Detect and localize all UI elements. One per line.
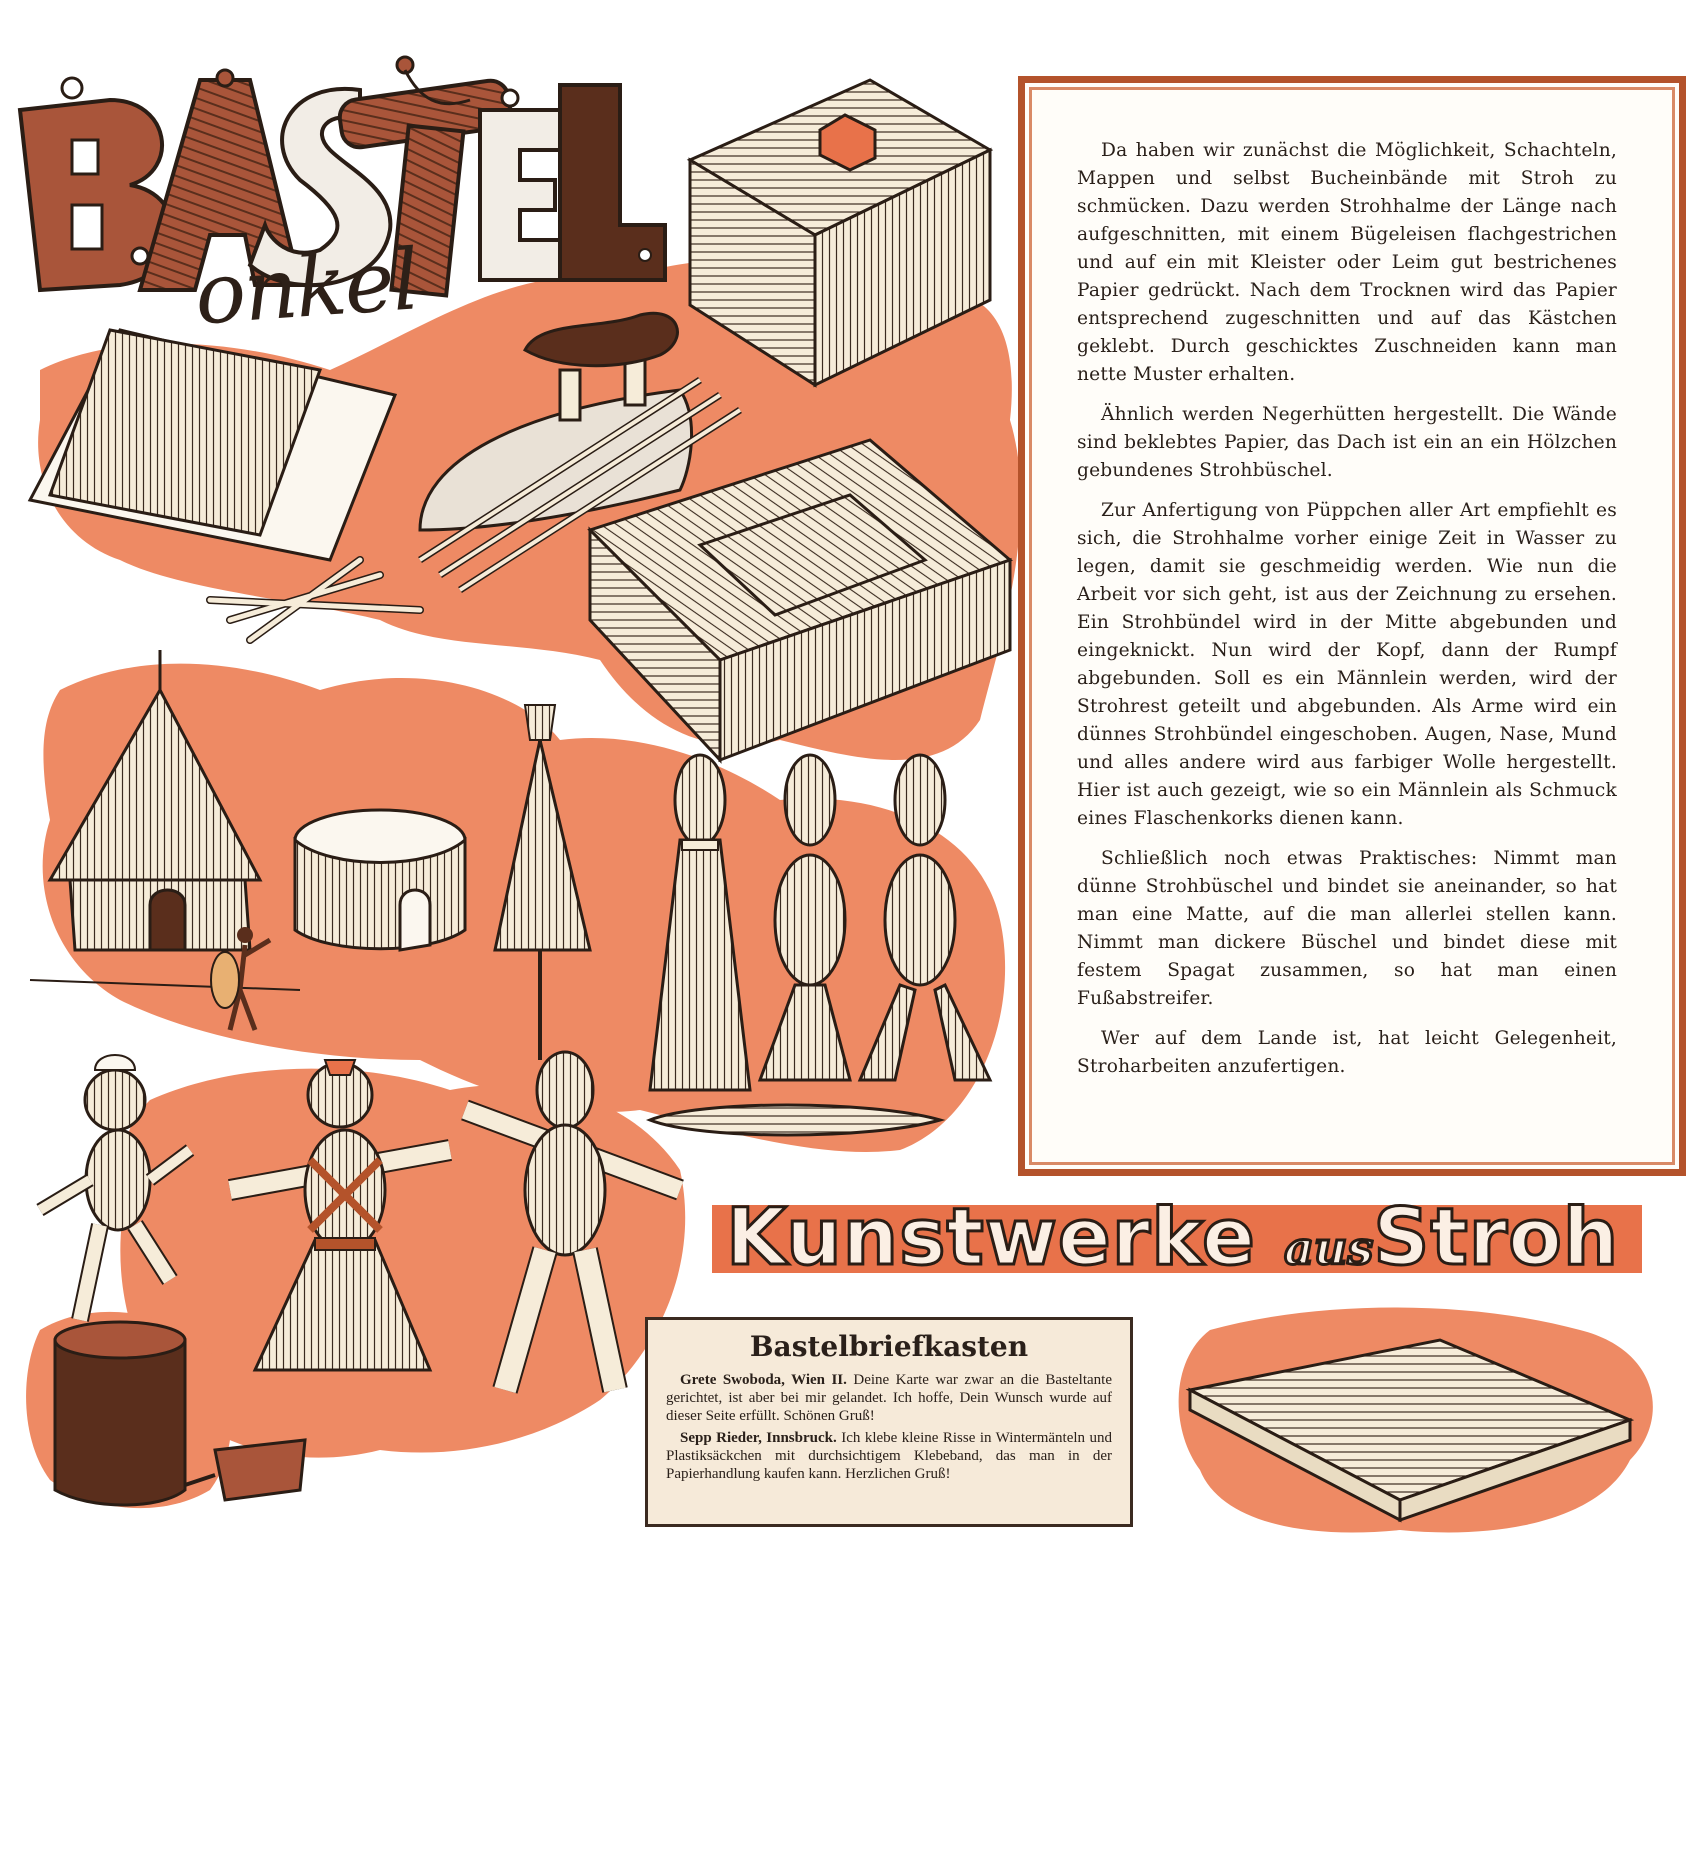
banner-word-kunstwerke: Kunstwerke <box>726 1193 1256 1283</box>
article-paragraph: Wer auf dem Lande ist, hat leicht Gelegenheit, Stroharbeiten anzufertigen. <box>1077 1028 1617 1077</box>
banner-word-stroh: Stroh <box>1373 1193 1620 1283</box>
article-body <box>1077 137 1617 1093</box>
bastelbriefkasten-box <box>645 1317 1133 1527</box>
logo-script-onkel: onkel <box>191 230 421 344</box>
banner-word-aus: aus <box>1284 1221 1374 1275</box>
title-banner <box>712 1195 1688 1291</box>
logo-letter-e <box>480 90 565 280</box>
logo-letter-l <box>560 85 665 280</box>
article-paragraph: Schließlich noch etwas Praktisches: Nimmt man dünne Strohbüschel und bindet sie aneinander, so hat man eine Matte, auf die man allerlei stellen kann. Nimmt man dickere Büschel und bindet diese mit festem Spagat zusammen, so hat man einen Fußabstreifer. <box>1077 848 1617 1009</box>
article-paragraph: Zur Anfertigung von Püppchen aller Art empfiehlt es sich, die Strohhalme vorher einige Zeit in Wasser zu legen, damit sie geschmeidig werden. Wie nun die Arbeit vor sich geht, ist aus der Zeichnung zu ersehen. Ein Strohbündel wird in der Mitte abgebunden und eingeknickt. Nun wird der Kopf, dann der Rumpf abgebunden. Soll es ein Männlein werden, wird der Strohrest geteilt und abgebunden. Als Arme wird ein dünnes Strohbündel eingeschoben. Augen, Nase, Mund und alles andere wird aus farbiger Wolle hergestellt. Hier ist auch gezeigt, wie so ein Männlein als Schmuck eines Flaschenkorks dienen kann. <box>1077 500 1617 829</box>
banner-title <box>726 1193 1619 1283</box>
letter-sender: Sepp Rieder, Innsbruck. <box>680 1430 837 1446</box>
letter-text: Deine Karte war zwar an die Basteltante gerichtet, ist aber bei mir gelandet. Ich hoffe, Dein Wunsch wurde auf dieser Seite erfüllt. Schönen Gruß! <box>666 1372 1112 1424</box>
letter-sender: Grete Swoboda, Wien II. <box>680 1372 847 1388</box>
mailbox-letter <box>666 1429 1112 1483</box>
letter-text: Ich klebe kleine Risse in Wintermänteln und Plastiksäckchen mit durchsichtigem Klebeband, das man in der Papierhandlung kaufen kann. Herzlichen Gruß! <box>666 1430 1112 1482</box>
mailbox-letter <box>666 1371 1112 1425</box>
hut-wall-illustration <box>295 810 465 950</box>
article-frame <box>1018 76 1686 1176</box>
article-paragraph: Ähnlich werden Negerhütten hergestellt. Die Wände sind beklebtes Papier, das Dach ist ein an ein Hölzchen gebundenes Strohbüschel. <box>1077 404 1617 481</box>
mailbox-title: Bastelbriefkasten <box>749 1330 1029 1363</box>
article-paragraph: Da haben wir zunächst die Möglichkeit, Schachteln, Mappen und selbst Bucheinbände mit Stroh zu schmücken. Dazu werden Strohhalme der Länge nach aufgeschnitten, mit einem Bügeleisen flachgestrichen und auf ein mit Kleister oder Leim gut bestrichenes Papier gedrückt. Nach dem Trocknen wird das Papier entsprechend zugeschnitten und auf das Kästchen geklebt. Durch geschicktes Zuschneiden kann man nette Muster erhalten. <box>1077 140 1617 385</box>
